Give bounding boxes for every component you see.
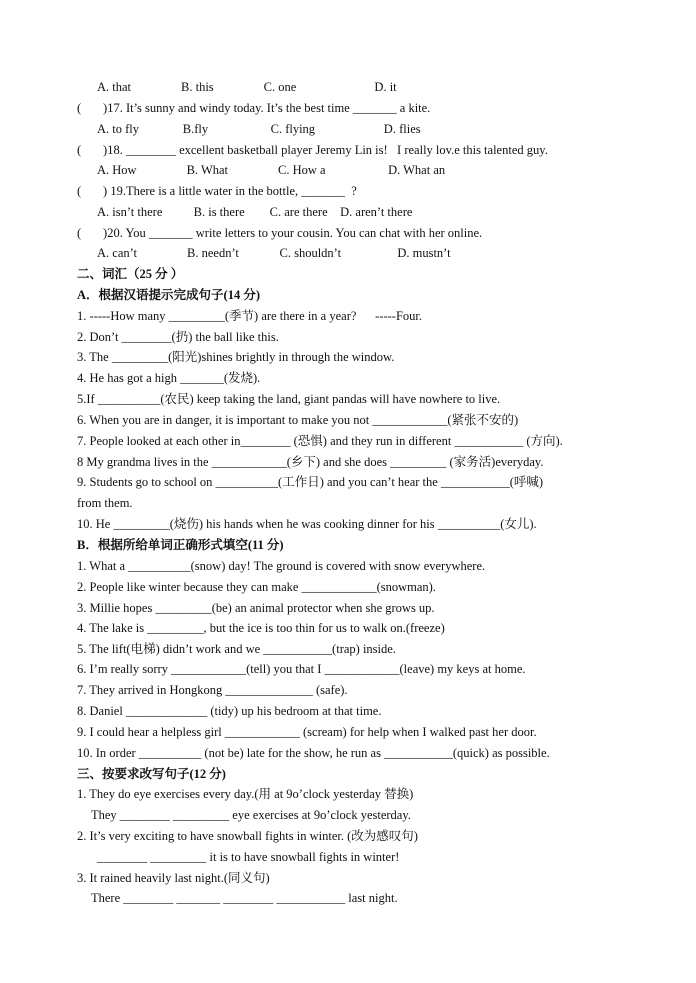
line-30: 7. They arrived in Hongkong ______________ (safe). (77, 683, 348, 697)
section-b-title: B．根据所给单词正确形式填空(11 分) (77, 538, 284, 552)
line-06: ( ) 19.There is a little water in the bottle, _______ ? (77, 184, 357, 198)
line-02: ( )17. It’s sunny and windy today. It’s the best time _______ a kite. (77, 101, 431, 115)
line-07: A. isn’t there B. is there C. are there D. aren’t there (97, 205, 413, 219)
section-two-title: 二、词汇（25 分 ） (77, 267, 184, 281)
line-01: A. that B. this C. one D. it (97, 80, 397, 94)
line-37: 2. It’s very exciting to have snowball fights in winter. (改为感叹句) (77, 829, 418, 843)
line-35: 1. They do eye exercises every day.(用 at 9o’clock yesterday 替换) (77, 787, 414, 801)
line-32: 9. I could hear a helpless girl ____________ (scream) for help when I walked past her door. (77, 725, 537, 739)
line-36: They ________ _________ eye exercises at 9o’clock yesterday. (91, 808, 411, 822)
line-25: 2. People like winter because they can make ____________(snowman). (77, 580, 436, 594)
line-33: 10. In order __________ (not be) late for the show, he run as ___________(quick) as possible. (77, 746, 550, 760)
line-20: 9. Students go to school on __________(工作日) and you can’t hear the ___________(呼喊) (77, 475, 544, 489)
line-03: A. to fly B.fly C. flying D. flies (97, 122, 421, 136)
line-18: 7. People looked at each other in________ (恐惧) and they run in different ___________ (方向). (77, 434, 563, 448)
line-21: from them. (77, 496, 133, 510)
line-28: 5. The lift(电梯) didn’t work and we ___________(trap) inside. (77, 642, 396, 656)
line-15: 4. He has got a high _______(发烧). (77, 371, 261, 385)
line-14: 3. The _________(阳光)shines brightly in through the window. (77, 350, 395, 364)
line-05: A. How B. What C. How a D. What an (97, 163, 446, 177)
line-17: 6. When you are in danger, it is important to make you not ____________(紧张不安的) (77, 413, 519, 427)
line-39: 3. It rained heavily last night.(同义句) (77, 871, 270, 885)
line-19: 8 My grandma lives in the ____________(乡下) and she does _________ (家务活)everyday. (77, 455, 544, 469)
section-three-title: 三、按要求改写句子(12 分) (77, 767, 226, 781)
line-31: 8. Daniel _____________ (tidy) up his bedroom at that time. (77, 704, 382, 718)
section-a-title: A．根据汉语提示完成句子(14 分) (77, 288, 260, 302)
line-26: 3. Millie hopes _________(be) an animal protector when she grows up. (77, 601, 435, 615)
line-22: 10. He _________(烧伤) his hands when he was cooking dinner for his __________(女儿). (77, 517, 537, 531)
line-08: ( )20. You _______ write letters to your cousin. You can chat with her online. (77, 226, 483, 240)
line-29: 6. I’m really sorry ____________(tell) you that I ____________(leave) my keys at home. (77, 662, 526, 676)
line-40: There ________ _______ ________ ___________ last night. (91, 891, 398, 905)
line-04: ( )18. ________ excellent basketball player Jeremy Lin is! I really lov.e this talented guy. (77, 143, 548, 157)
line-12: 1. -----How many _________(季节) are there in a year? -----Four. (77, 309, 423, 323)
line-09: A. can’t B. needn’t C. shouldn’t D. mustn’t (97, 246, 451, 260)
line-27: 4. The lake is _________, but the ice is too thin for us to walk on.(freeze) (77, 621, 445, 635)
line-38: ________ _________ it is to have snowball fights in winter! (97, 850, 400, 864)
line-13: 2. Don’t ________(扔) the ball like this. (77, 330, 279, 344)
line-16: 5.If __________(农民) keep taking the land, giant pandas will have nowhere to live. (77, 392, 501, 406)
line-24: 1. What a __________(snow) day! The ground is covered with snow everywhere. (77, 559, 486, 573)
